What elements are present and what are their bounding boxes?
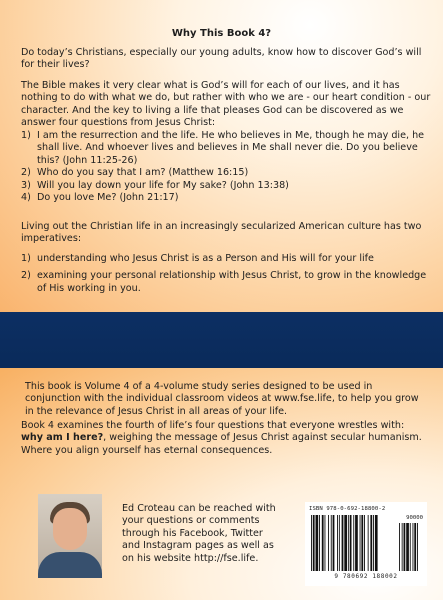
volume-paragraph: This book is Volume 4 of a 4-volume study series designed to be used in conjunction with the individual classroom videos at www.fse.life, to help you grow in the relevance of Jesus Christ in all areas of your life.	[25, 381, 419, 417]
questions-list	[21, 130, 427, 204]
barcode-addon-number: 90000	[406, 515, 423, 521]
book4-text-after: , weighing the message of Jesus Christ against secular humanism. Where you align yourself has eternal consequences.	[21, 432, 422, 456]
bible-paragraph: The Bible makes it very clear what is God’s will for each of our lives, and it has nothing to do with what we do, but rather with who we are - our heart condition - our character. And the key to living a life that pleases God can be discovered as we answer four questions from Jesus Christ:	[21, 80, 431, 129]
author-photo	[38, 494, 102, 578]
list-item	[21, 167, 427, 179]
list-number: 2)	[21, 270, 31, 282]
list-text: I am the resurrection and the life. He who believes in Me, though he may die, he shall live. And whoever lives and believes in Me shall never die. Do you believe this? (John 11:25-26)	[37, 130, 425, 166]
list-text: Who do you say that I am? (Matthew 16:15)	[37, 167, 249, 179]
list-number: 1)	[21, 253, 31, 264]
book4-paragraph	[21, 420, 427, 457]
imperatives-list	[21, 253, 427, 295]
list-item	[21, 130, 427, 167]
list-text: examining your personal relationship with Jesus Christ, to grow in the knowledge of His working in you.	[37, 270, 427, 294]
list-text: understanding who Jesus Christ is as a Person and His will for your life	[37, 253, 374, 264]
list-item	[21, 253, 427, 265]
isbn-label: ISBN 978-0-692-18800-2	[309, 506, 386, 512]
book4-question: why am I here?	[21, 432, 104, 444]
list-item	[21, 270, 427, 295]
navy-band	[0, 312, 443, 368]
list-text: Will you lay down your life for My sake? (John 13:38)	[37, 179, 289, 191]
author-contact: Ed Croteau can be reached with your questions or comments through his Facebook, Twitter and Instagram pages as well as on his website http://fse.life.	[122, 503, 276, 564]
list-item	[21, 180, 427, 192]
intro-paragraph: Do today’s Christians, especially our young adults, know how to discover God’s will for their lives?	[21, 47, 422, 71]
list-number: 4)	[21, 192, 31, 204]
page-heading: Why This Book 4?	[171, 28, 272, 39]
list-text: Do you love Me? (John 21:17)	[37, 192, 179, 204]
list-number: 2)	[21, 167, 31, 179]
list-number: 1)	[21, 130, 31, 141]
isbn-barcode	[305, 502, 427, 586]
list-item	[21, 192, 427, 204]
barcode-number: 9 780692 188002	[334, 573, 398, 580]
list-number: 3)	[21, 179, 31, 191]
imperatives-intro: Living out the Christian life in an increasingly secularized American culture has two imperatives:	[21, 221, 422, 245]
barcode-bars-icon	[311, 515, 421, 571]
book4-text-before: Book 4 examines the fourth of life’s four questions that everyone wrestles with:	[21, 420, 405, 431]
